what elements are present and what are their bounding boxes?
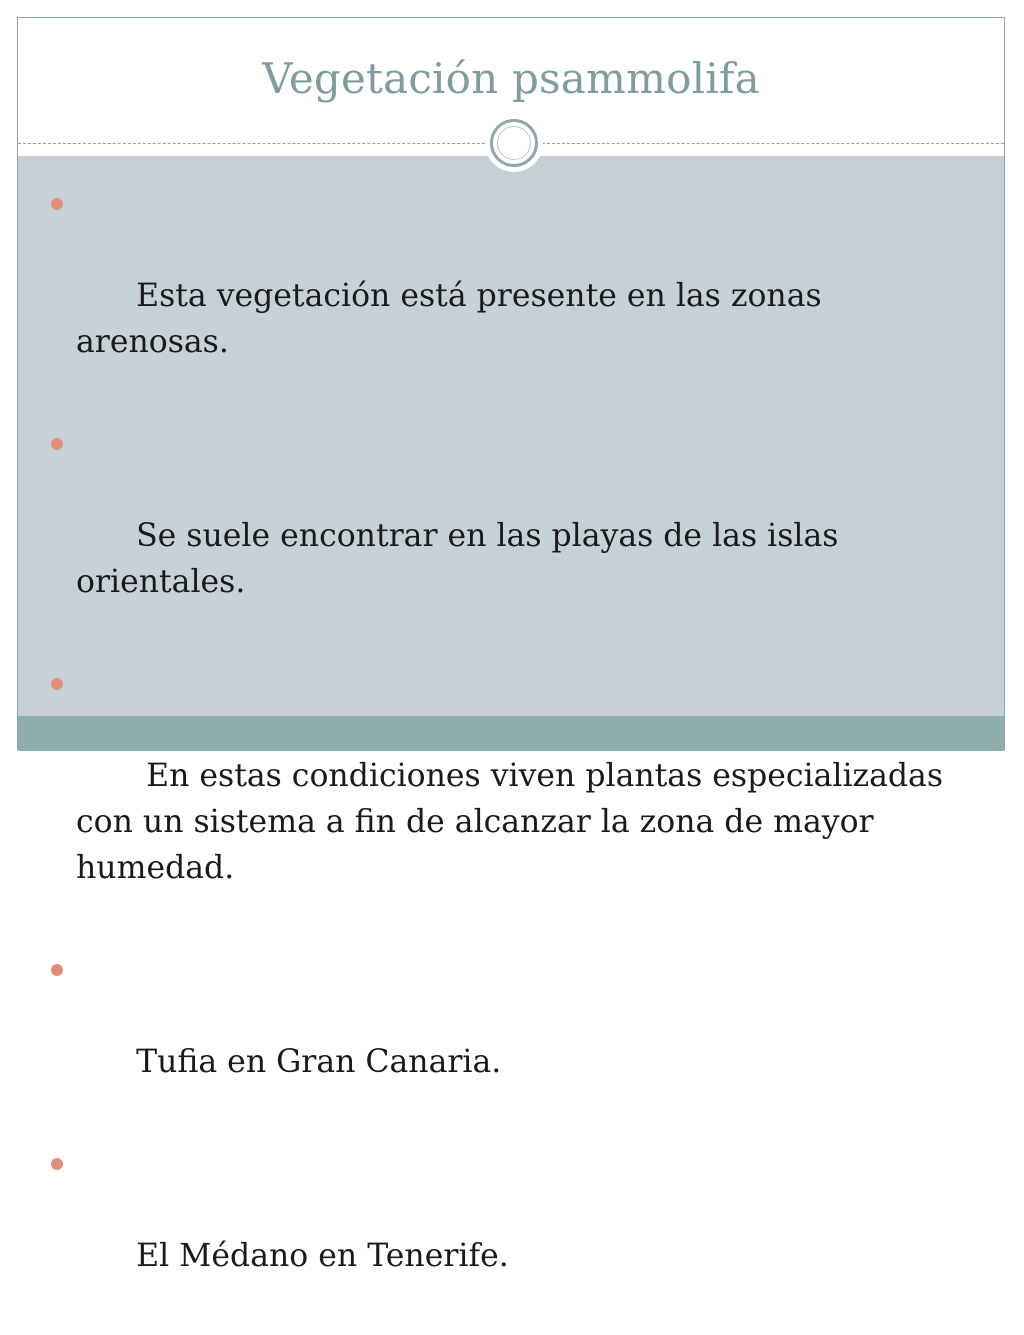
slide-title: Vegetación psammolifa bbox=[262, 54, 760, 103]
bullet-item bbox=[48, 1141, 978, 1325]
ornament-ring-inner bbox=[497, 126, 531, 160]
bullet-dot-icon bbox=[51, 198, 63, 210]
bullet-list bbox=[48, 181, 978, 1335]
bullet-item bbox=[48, 661, 978, 937]
circle-ring-icon bbox=[485, 114, 543, 172]
bullet-dot-icon bbox=[51, 438, 63, 450]
bullet-item bbox=[48, 421, 978, 651]
bullet-item bbox=[48, 947, 978, 1131]
bullet-text: El Médano en Tenerife. bbox=[136, 1238, 509, 1274]
bullet-text: Tufia en Gran Canaria. bbox=[136, 1044, 502, 1080]
bullet-dot-icon bbox=[51, 964, 63, 976]
bullet-dot-icon bbox=[51, 678, 63, 690]
bullet-text: Esta vegetación está presente en las zonas arenosas. bbox=[76, 278, 832, 360]
bullet-item bbox=[48, 181, 978, 411]
slide bbox=[17, 17, 1005, 1274]
bullet-dot-icon bbox=[51, 1158, 63, 1170]
ornament-ring bbox=[490, 119, 538, 167]
bullet-text: En estas condiciones viven plantas especializadas con un sistema a fin de alcanzar la zona de mayor humedad. bbox=[76, 758, 954, 886]
bullet-text: Se suele encontrar en las playas de las islas orientales. bbox=[76, 518, 849, 600]
